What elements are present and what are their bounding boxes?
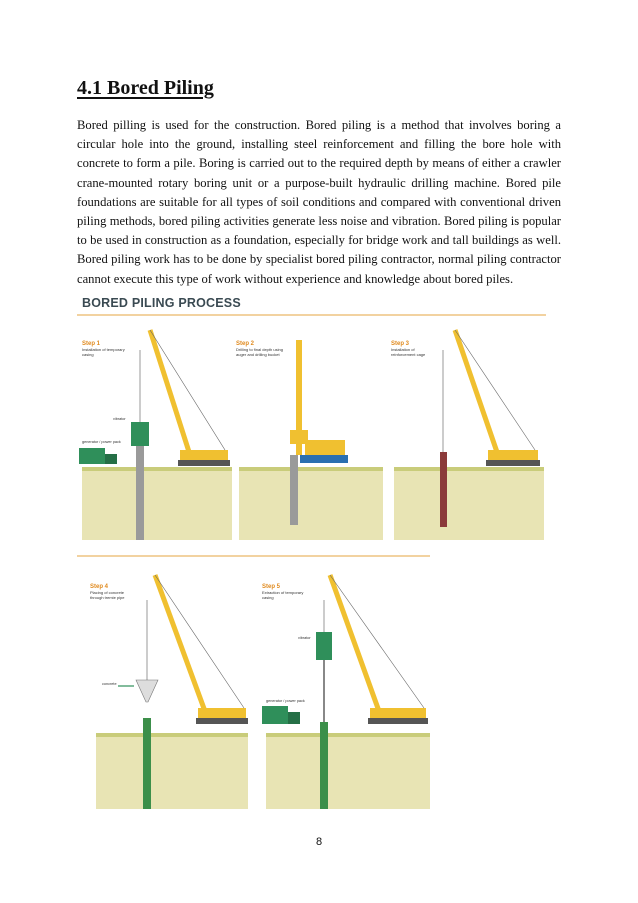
step-2-caption	[236, 341, 284, 357]
step-number: Step 2	[236, 341, 255, 347]
generator-label: generator / power pack	[82, 440, 121, 444]
body-paragraph: Bored pilling is used for the construction. Bored piling is a method that involves boring a circular hole into the ground, installing steel reinforcement and filling the bore hole with concrete to form a pile. Boring is carried out to the required depth by means of either a crawler crane-mounted rotary boring unit or a purpose-built hydraulic drilling machine. Bored pile foundations are suitable for all types of soil conditions and compared with conventional driven piling methods, bored piling activities generate less noise and vibration. Bored piling is popular to be used in construction as a foundation, especially for bridge work and tall buildings as well. Bored piling work has to be done by specialist bored piling contractor, normal piling contractor cannot execute this type of work without experience and knowledge about bored piles.	[77, 118, 561, 286]
page-number: 8	[315, 836, 323, 848]
step-description: Installation of reinforcement cage	[391, 347, 426, 357]
step-description: Extraction of temporary casing	[262, 590, 304, 600]
panel-step-1	[79, 330, 232, 540]
panel-step-4	[96, 575, 248, 809]
step-number: Step 1	[82, 341, 101, 347]
vibrator-label-step5: vibrator	[298, 636, 311, 640]
step-1-caption	[82, 341, 130, 357]
panel-step-5	[262, 575, 430, 809]
step-5-caption	[262, 584, 310, 600]
section-heading: 4.1 Bored Piling	[77, 77, 214, 99]
step-description: Installation of temporary casing	[82, 347, 125, 357]
figure-title: BORED PILING PROCESS	[82, 296, 241, 310]
step-number: Step 5	[262, 584, 281, 590]
step-description: Drilling to final depth using auger and drilling bucket	[236, 347, 283, 357]
step-description: Placing of concrete through tremie pipe	[90, 590, 125, 600]
step-4-caption	[90, 584, 138, 600]
step-number: Step 3	[391, 341, 410, 347]
panel-step-3	[394, 330, 544, 540]
panel-step-2	[239, 340, 383, 540]
generator-label-step5: generator / power pack	[266, 699, 305, 703]
vibrator-label: vibrator	[113, 417, 126, 421]
step-3-caption	[391, 341, 439, 357]
step-number: Step 4	[90, 584, 109, 590]
concrete-label: concrete	[102, 682, 117, 686]
